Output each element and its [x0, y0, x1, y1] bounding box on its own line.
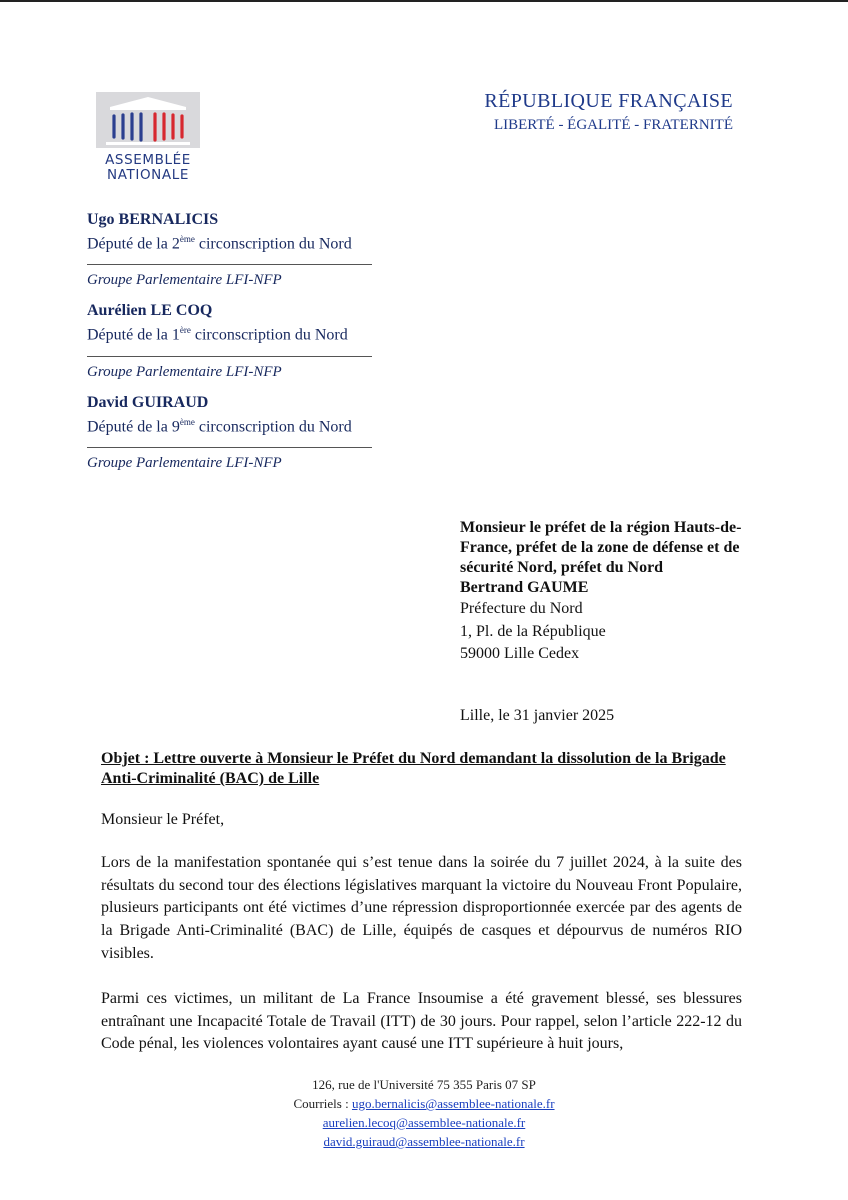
recipient-address-1: Préfecture du Nord: [460, 600, 583, 617]
body-paragraph: Parmi ces victimes, un militant de La France Insoumise a été gravement blessé, ses blessures entraînant une Incapacité Totale de Travail (ITT) de 30 jours. Pour rappel, selon l’article 222-12 du Code pénal, les violences volontaires ayant causé une ITT supérieure à huit jours,: [101, 990, 742, 1053]
republic-heading: [484, 90, 733, 134]
top-border: [0, 0, 848, 2]
role-ordinal: ère: [179, 325, 191, 336]
role-ordinal: ème: [179, 416, 195, 427]
deputy-group: Groupe Parlementaire LFI-NFP: [87, 363, 282, 380]
footer-emails-line: [0, 1094, 848, 1113]
logo-wordmark: [96, 153, 200, 183]
role-prefix: Député de la 2: [87, 235, 180, 253]
logo-line-1: ASSEMBLÉE: [105, 152, 191, 168]
role-suffix: circonscription du Nord: [194, 235, 352, 253]
logo-line-2: NATIONALE: [107, 167, 189, 183]
role-ordinal: ème: [179, 234, 195, 244]
body-paragraph: Lors de la manifestation spontanée qui s’est tenue dans la soirée du 7 juillet 2024, à la suite des résultats du second tour des élections législatives marquant la victoire du Nouveau Front Populaire, plusieurs participants ont été victimes d’une répression disproportionnée exercée par des agents de la Brigade Anti-Criminalité (BAC) de Lille, équipés de casques et dépourvus de numéros RIO visibles.: [101, 854, 742, 962]
deputies-block: [87, 210, 372, 484]
republic-title: RÉPUBLIQUE FRANÇAISE: [484, 90, 733, 112]
role-prefix: Député de la 9: [87, 417, 180, 435]
email-link-lecoq[interactable]: aurelien.lecoq@assemblee-nationale.fr: [322, 1115, 526, 1130]
role-suffix: circonscription du Nord: [194, 417, 352, 435]
divider: [87, 356, 372, 357]
salutation: Monsieur le Préfet,: [101, 811, 225, 828]
role-suffix: circonscription du Nord: [190, 326, 348, 344]
republic-motto: LIBERTÉ - ÉGALITÉ - FRATERNITÉ: [493, 117, 733, 133]
recipient-title: Monsieur le préfet de la région Hauts-de-France, préfet de la zone de défense et de sécurité Nord, préfet du Nord: [460, 519, 742, 576]
deputy-name: David GUIRAUD: [87, 393, 209, 411]
divider: [87, 447, 372, 448]
recipient-address-3: 59000 Lille Cedex: [460, 645, 580, 662]
email-link-guiraud[interactable]: david.guiraud@assemblee-nationale.fr: [323, 1134, 525, 1149]
footer-address: 126, rue de l'Université 75 355 Paris 07 SP: [312, 1077, 536, 1092]
deputy-group: Groupe Parlementaire LFI-NFP: [87, 272, 282, 289]
recipient-address-2: 1, Pl. de la République: [460, 622, 606, 640]
deputy-group: Groupe Parlementaire LFI-NFP: [87, 454, 282, 471]
recipient-name: Bertrand GAUME: [460, 579, 589, 596]
letter-date: Lille, le 31 janvier 2025: [460, 707, 615, 724]
recipient-block: [460, 518, 760, 666]
footer-email-line: [0, 1113, 848, 1132]
role-prefix: Député de la 1: [87, 326, 180, 344]
deputy-role: [87, 412, 372, 437]
email-link-bernalicis[interactable]: ugo.bernalicis@assemblee-nationale.fr: [351, 1096, 555, 1111]
deputy-entry: [87, 210, 372, 289]
deputy-entry: [87, 301, 372, 380]
deputy-name: Aurélien LE COQ: [87, 302, 213, 320]
deputy-role: [87, 229, 372, 254]
divider: [87, 264, 372, 265]
deputy-name: Ugo BERNALICIS: [87, 211, 219, 228]
assemblee-nationale-logo: [96, 92, 200, 183]
footer-email-line: [0, 1132, 848, 1151]
letter-object: Objet : Lettre ouverte à Monsieur le Préfet du Nord demandant la dissolution de la Brigade Anti-Criminalité (BAC) de Lille: [101, 750, 726, 787]
hemicycle-icon: [96, 92, 200, 148]
footer-emails-label: Courriels :: [293, 1096, 352, 1111]
letter-footer: [0, 1075, 848, 1151]
deputy-entry: [87, 393, 372, 472]
deputy-role: [87, 320, 372, 345]
